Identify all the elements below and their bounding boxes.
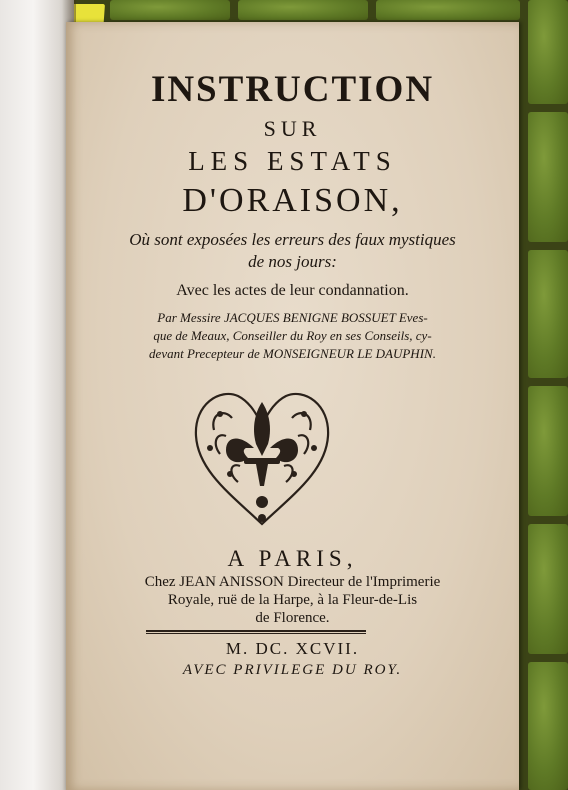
year-line: M. DC. XCVII. xyxy=(225,639,360,658)
place-line: A PARIS, xyxy=(227,546,358,571)
tile xyxy=(528,250,568,378)
divider-rule-thin xyxy=(146,633,366,634)
author-line-1: Par Messire JACQUES BENIGNE BOSSUET Eves- xyxy=(157,310,428,325)
book-title: INSTRUCTION xyxy=(150,69,435,110)
fleur-de-lis-ornament xyxy=(190,374,334,534)
tile xyxy=(528,112,568,242)
privilege-line: AVEC PRIVILEGE DU ROY. xyxy=(182,662,403,678)
title-doraison: D'ORAISON, xyxy=(182,182,403,219)
tile xyxy=(238,0,368,20)
subtitle-line-1: Où sont exposées les erreurs des faux mystiques xyxy=(129,230,456,249)
tile xyxy=(110,0,230,20)
title-les-estats: LES ESTATS xyxy=(188,146,397,176)
publisher-line-3: de Florence. xyxy=(255,610,330,626)
title-sur: SUR xyxy=(263,116,322,141)
tile xyxy=(376,0,520,20)
tile xyxy=(528,524,568,654)
author-line-2: que de Meaux, Conseiller du Roy en ses Conseils, cy- xyxy=(153,328,432,343)
author-line-3: devant Precepteur de MONSEIGNEUR LE DAUPHIN. xyxy=(149,346,436,361)
tile xyxy=(528,662,568,790)
title-page xyxy=(66,22,519,790)
tile xyxy=(528,0,568,104)
divider-rule xyxy=(146,630,366,632)
publisher-line-1: Chez JEAN ANISSON Directeur de l'Imprimerie xyxy=(144,574,441,590)
acts-line: Avec les actes de leur condannation. xyxy=(176,282,409,299)
subtitle-line-2: de nos jours: xyxy=(248,252,337,271)
tile xyxy=(528,386,568,516)
publisher-line-2: Royale, ruë de la Harpe, à la Fleur-de-Lis xyxy=(167,592,418,608)
